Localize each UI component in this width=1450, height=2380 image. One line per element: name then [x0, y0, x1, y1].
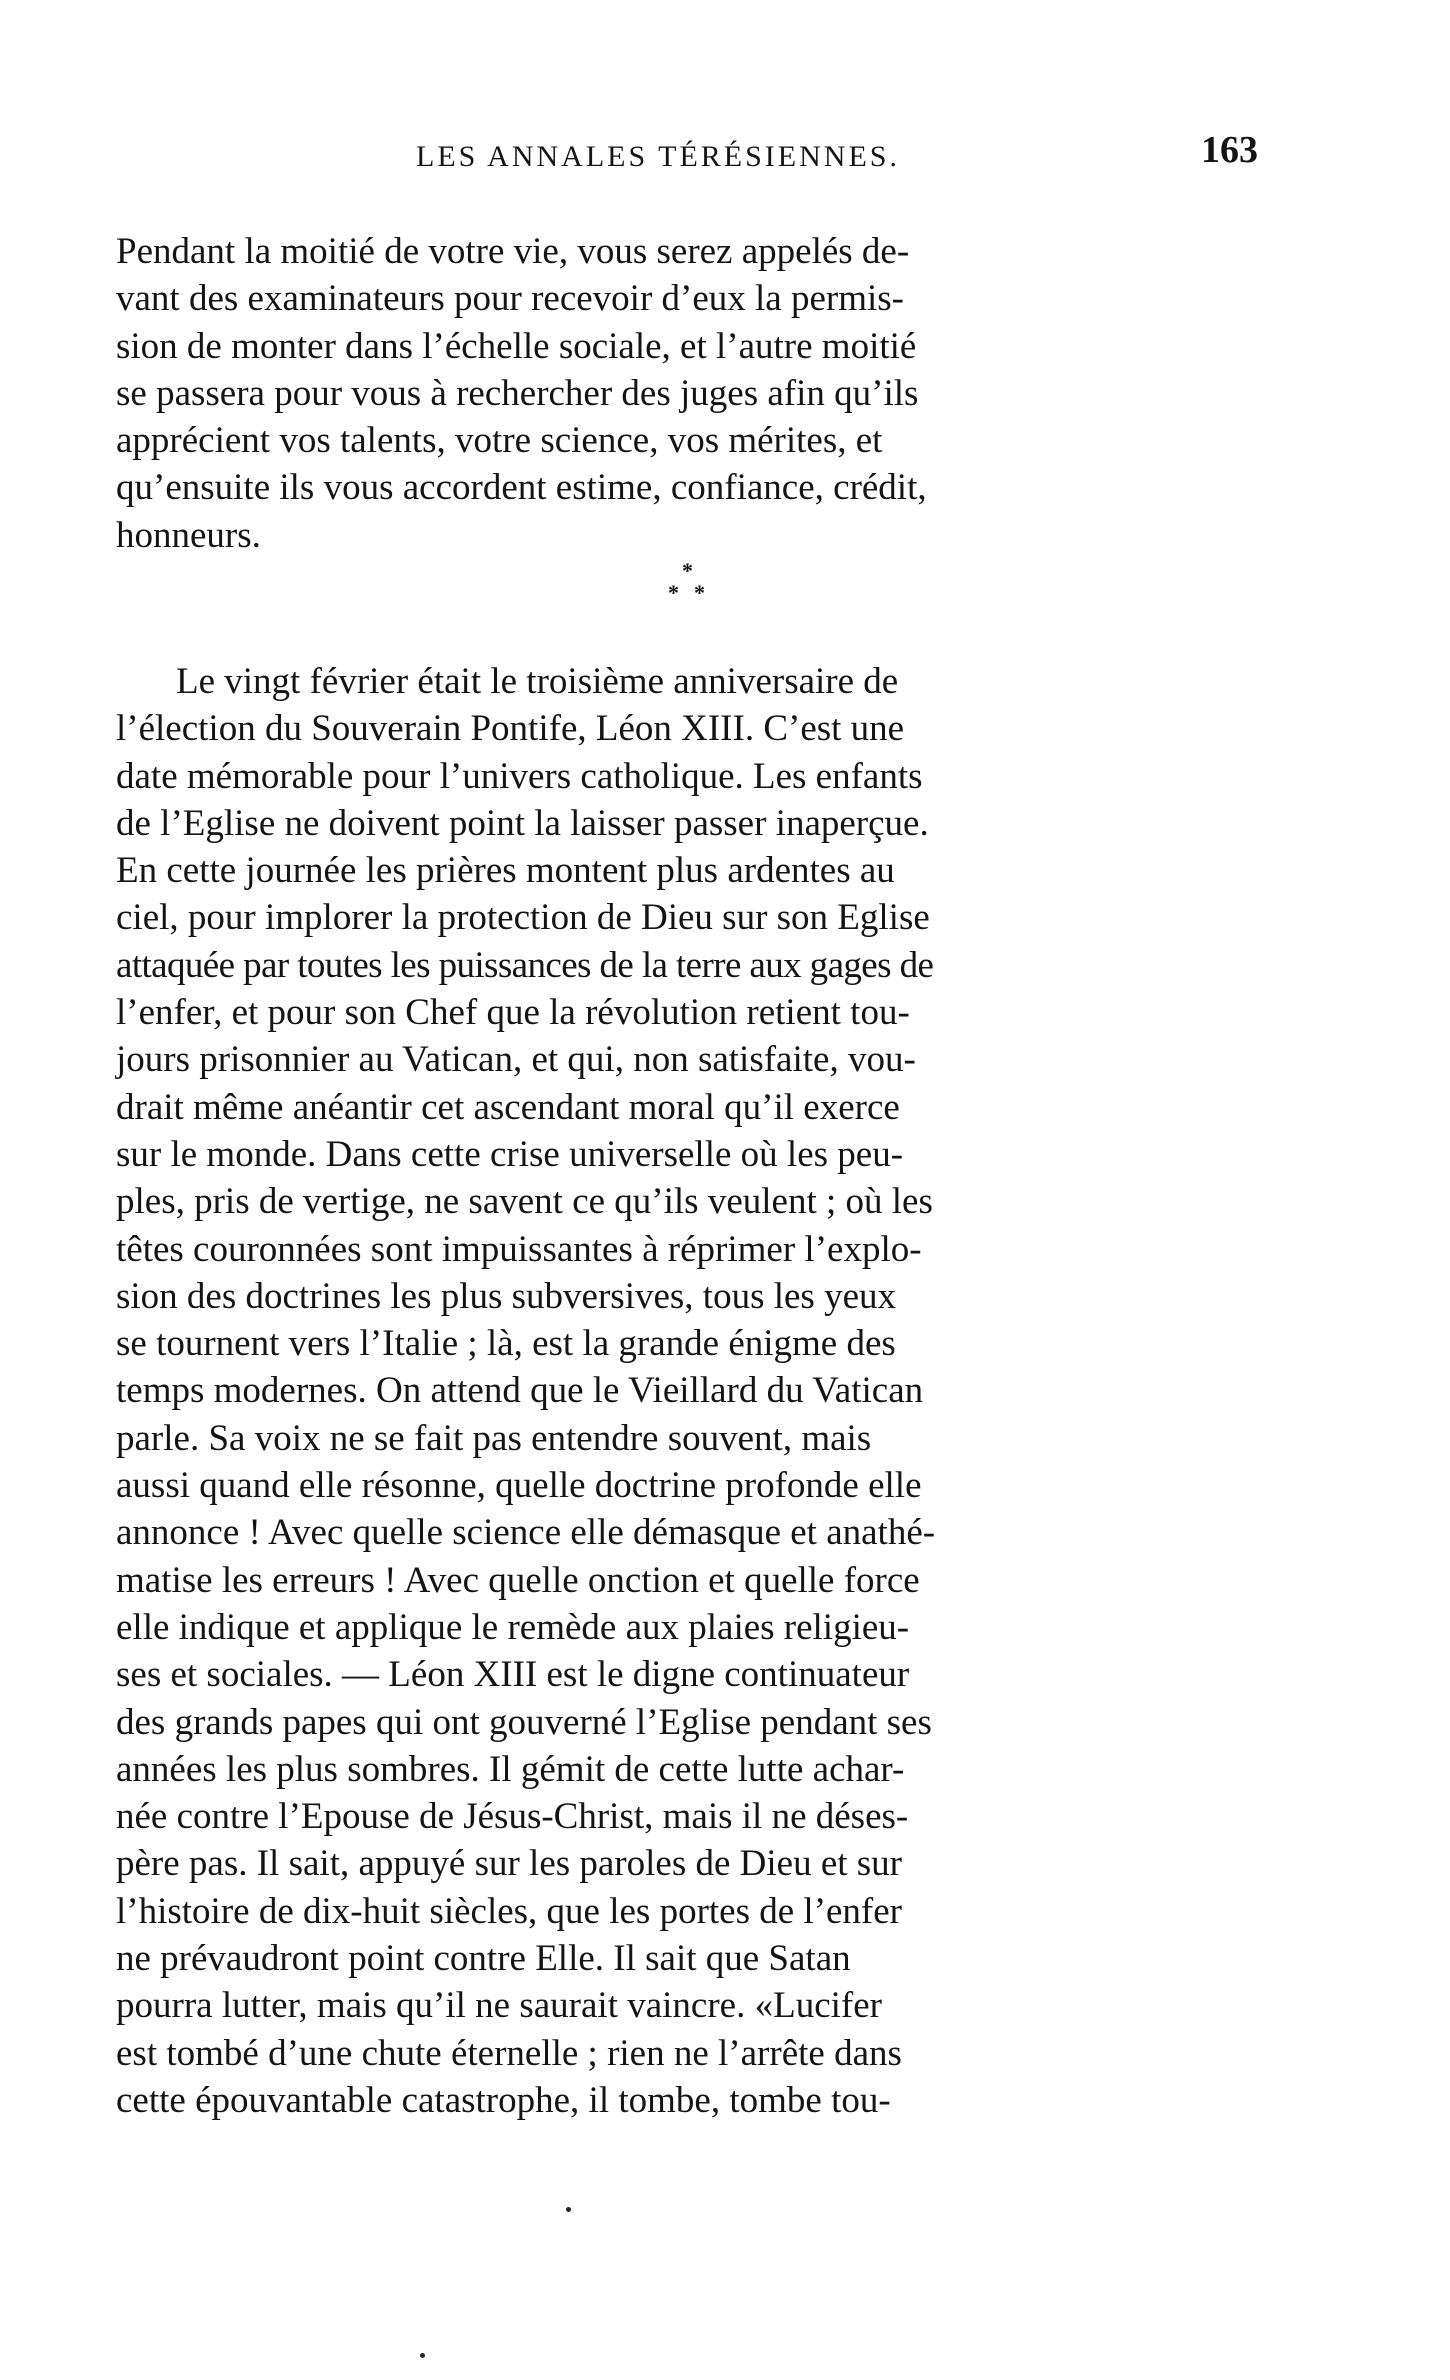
text-line: sion de monter dans l’échelle sociale, et l’autre moitié — [116, 325, 917, 367]
asterism-star: * — [668, 580, 679, 605]
text-line: ciel, pour implorer la protection de Dieu sur son Eglise — [116, 897, 930, 939]
asterism-star: * — [682, 558, 693, 583]
text-line: date mémorable pour l’univers catholique. Les enfants — [116, 755, 923, 797]
text-line: parle. Sa voix ne se fait pas entendre souvent, mais — [116, 1417, 872, 1459]
text-line: têtes couronnées sont impuissantes à réprimer l’explo- — [116, 1228, 922, 1270]
text-line: Le vingt février était le troisième anniversaire de — [176, 661, 899, 702]
text-line: née contre l’Epouse de Jésus-Christ, mais il ne déses- — [116, 1796, 909, 1838]
text-line: est tombé d’une chute éternelle ; rien ne l’arrête dans — [116, 2032, 902, 2074]
page-number: 163 — [1201, 129, 1258, 171]
text-line: de l’Eglise ne doivent point la laisser passer inaperçue. — [116, 802, 929, 844]
text-line: sion des doctrines les plus subversives, tous les yeux — [116, 1275, 896, 1317]
text-line: père pas. Il sait, appuyé sur les paroles de Dieu et sur — [116, 1843, 902, 1885]
text-line: apprécient vos talents, votre science, vos mérites, et — [116, 420, 883, 462]
text-line: l’histoire de dix-huit siècles, que les portes de l’enfer — [116, 1890, 902, 1932]
text-line: elle indique et applique le remède aux plaies religieu- — [116, 1606, 910, 1648]
text-line: attaquée par toutes les puissances de la terre aux gages de — [116, 944, 934, 986]
text-line: l’élection du Souverain Pontife, Léon XIII. C’est une — [116, 708, 905, 750]
text-line: se tournent vers l’Italie ; là, est la grande énigme des — [116, 1323, 896, 1365]
scan-speck — [420, 2353, 425, 2358]
text-line: Pendant la moitié de votre vie, vous serez appelés de- — [116, 231, 910, 272]
text-line: pourra lutter, mais qu’il ne saurait vaincre. «Lucifer — [116, 1985, 882, 2027]
text-line: matise les erreurs ! Avec quelle onction et quelle force — [116, 1559, 920, 1601]
text-line: drait même anéantir cet ascendant moral qu’il exerce — [116, 1086, 900, 1128]
text-line: jours prisonnier au Vatican, et qui, non satisfaite, vou- — [116, 1039, 916, 1081]
text-line: annonce ! Avec quelle science elle démasque et anathé- — [116, 1512, 936, 1554]
text-line: se passera pour vous à rechercher des juges afin qu’ils — [116, 372, 919, 414]
text-line: sur le monde. Dans cette crise universelle où les peu- — [116, 1133, 904, 1175]
text-line: cette épouvantable catastrophe, il tombe, tombe tou- — [116, 2079, 891, 2121]
text-line: des grands papes qui ont gouverné l’Eglise pendant ses — [116, 1701, 932, 1743]
text-line: temps modernes. On attend que le Vieillard du Vatican — [116, 1370, 924, 1412]
running-title: LES ANNALES TÉRÉSIENNES. — [416, 140, 900, 173]
asterism-star: * — [694, 580, 705, 605]
text-line: honneurs. — [116, 514, 261, 556]
text-line: vant des examinateurs pour recevoir d’eux la permis- — [116, 278, 905, 320]
text-line: ne prévaudront point contre Elle. Il sait que Satan — [116, 1938, 851, 1980]
text-line: En cette journée les prières montent plus ardentes au — [116, 850, 895, 892]
text-line: l’enfer, et pour son Chef que la révolution retient tou- — [116, 992, 910, 1034]
text-line: qu’ensuite ils vous accordent estime, confiance, crédit, — [116, 467, 927, 509]
text-line: années les plus sombres. Il gémit de cette lutte achar- — [116, 1748, 905, 1790]
text-line: ples, pris de vertige, ne savent ce qu’ils veulent ; où les — [116, 1181, 933, 1223]
text-line: aussi quand elle résonne, quelle doctrine profonde elle — [116, 1465, 922, 1507]
text-line: ses et sociales. — Léon XIII est le digne continuateur — [116, 1654, 910, 1696]
scan-speck — [566, 2207, 571, 2212]
